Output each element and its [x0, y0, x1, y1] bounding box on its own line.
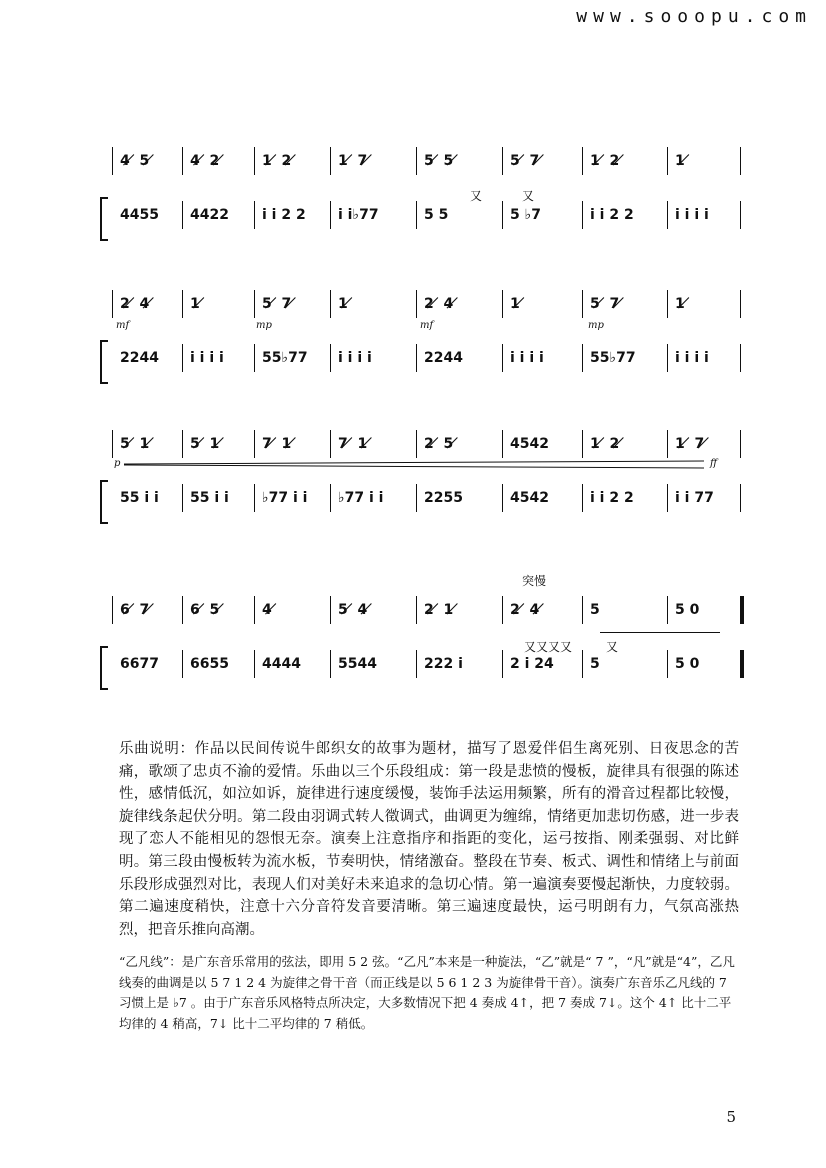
barline — [582, 650, 583, 678]
barline — [582, 290, 583, 318]
measure-notes: 55 i i — [190, 490, 229, 506]
crescendo-hairpin — [124, 464, 704, 468]
barline — [330, 430, 331, 458]
measure-notes: 2255 — [424, 490, 463, 506]
system-bracket — [100, 197, 108, 241]
measure-notes: i i i i — [675, 350, 709, 366]
melody-staff — [112, 596, 740, 624]
dynamic-marking: p — [114, 458, 121, 469]
barline — [416, 201, 417, 229]
barline — [254, 484, 255, 512]
measure-notes: 5 5 — [424, 207, 449, 223]
measure-notes: 4542 — [510, 490, 549, 506]
measure-notes: 4542 — [510, 436, 549, 452]
barline — [182, 596, 183, 624]
barline — [112, 147, 113, 175]
barline — [330, 596, 331, 624]
barline — [254, 650, 255, 678]
barline — [667, 650, 668, 678]
crescendo-hairpin — [124, 460, 704, 464]
barline — [740, 650, 744, 678]
measure-notes: 6677 — [120, 656, 159, 672]
barline — [254, 201, 255, 229]
measure-notes: i i i i — [190, 350, 224, 366]
barline — [740, 201, 741, 229]
measure-notes: i i i i — [338, 350, 372, 366]
accompaniment-staff — [112, 484, 740, 512]
barline — [740, 344, 741, 372]
barline — [112, 290, 113, 318]
measure-notes: i i 2 2 — [590, 207, 634, 223]
barline — [182, 484, 183, 512]
measure-notes: 2 ̸ 4 ̸ — [510, 602, 545, 618]
measure-notes: 5 ̸ 1 ̸ — [190, 436, 225, 452]
barline — [582, 596, 583, 624]
measure-notes: 4422 — [190, 207, 229, 223]
measure-notes: i i i i — [510, 350, 544, 366]
measure-notes: ♭77 i i — [338, 490, 384, 506]
barline — [740, 484, 741, 512]
measure-notes: 4 ̸ 5 ̸ — [120, 153, 155, 169]
barline — [330, 650, 331, 678]
barline — [582, 147, 583, 175]
dynamic-marking: mf — [420, 320, 434, 331]
barline — [502, 430, 503, 458]
barline — [182, 430, 183, 458]
measure-notes: i i 2 2 — [590, 490, 634, 506]
accompaniment-staff — [112, 344, 740, 372]
score-system — [100, 288, 740, 398]
measure-notes: 1 ̸ 7 ̸ — [675, 436, 710, 452]
accompaniment-staff — [112, 650, 740, 678]
measure-notes: 6 ̸ 7 ̸ — [120, 602, 155, 618]
measure-notes: 1 ̸ 2 ̸ — [590, 436, 625, 452]
barline — [182, 650, 183, 678]
barline — [582, 484, 583, 512]
measure-notes: 2 i 24 — [510, 656, 554, 672]
measure-notes: 1 ̸ 7 ̸ — [338, 153, 373, 169]
barline — [502, 650, 503, 678]
measure-notes: 2 ̸ 5 ̸ — [424, 436, 459, 452]
barline — [667, 430, 668, 458]
barline — [182, 290, 183, 318]
dynamic-marking: mf — [116, 320, 130, 331]
barline — [254, 430, 255, 458]
barline — [254, 290, 255, 318]
barline — [582, 201, 583, 229]
barline — [330, 344, 331, 372]
measure-notes: 4444 — [262, 656, 301, 672]
barline — [182, 201, 183, 229]
score-system — [100, 574, 740, 704]
measure-notes: 222 i — [424, 656, 463, 672]
dynamic-marking: mp — [588, 320, 604, 331]
barline — [740, 430, 741, 458]
barline — [502, 290, 503, 318]
site-watermark: www.sooopu.com — [576, 6, 812, 27]
measure-notes: 1 ̸ — [510, 296, 525, 312]
barline — [740, 147, 741, 175]
barline — [667, 344, 668, 372]
system-bracket — [100, 340, 108, 384]
measure-notes: 6 ̸ 5 ̸ — [190, 602, 225, 618]
measure-notes: 55 i i — [120, 490, 159, 506]
barline — [502, 147, 503, 175]
measure-notes: 5 ̸ 7 ̸ — [590, 296, 625, 312]
measure-notes: 5 ̸ 7 ̸ — [262, 296, 297, 312]
barline — [416, 430, 417, 458]
measure-notes: 55♭77 — [590, 350, 636, 366]
measure-notes: ♭77 i i — [262, 490, 308, 506]
barline — [254, 344, 255, 372]
barline — [330, 147, 331, 175]
barline — [667, 596, 668, 624]
ornament-mark: 突慢 — [522, 574, 547, 588]
measure-notes: 5 ̸ 5 ̸ — [424, 153, 459, 169]
measure-notes: 2 ̸ 4 ̸ — [424, 296, 459, 312]
measure-notes: 1 ̸ — [675, 153, 690, 169]
barline — [667, 147, 668, 175]
measure-notes: 55♭77 — [262, 350, 308, 366]
measure-notes: 5 ̸ 1 ̸ — [120, 436, 155, 452]
measure-notes: i i 2 2 — [262, 207, 306, 223]
measure-notes: 5 ̸ 4 ̸ — [338, 602, 373, 618]
measure-notes: 1 ̸ — [190, 296, 205, 312]
barline — [330, 484, 331, 512]
barline — [502, 596, 503, 624]
system-bracket — [100, 646, 108, 690]
barline — [416, 650, 417, 678]
ornament-mark: 又 — [606, 640, 619, 654]
barline — [667, 484, 668, 512]
measure-notes: 5 ̸ 7 ̸ — [510, 153, 545, 169]
system-bracket — [100, 480, 108, 524]
dynamic-marking: ff — [710, 458, 718, 469]
barline — [112, 430, 113, 458]
score-system — [100, 145, 740, 255]
measure-notes: 5 — [590, 602, 600, 618]
melody-staff — [112, 290, 740, 318]
barline — [502, 344, 503, 372]
barline — [254, 147, 255, 175]
barline — [416, 484, 417, 512]
measure-notes: 2 ̸ 4 ̸ — [120, 296, 155, 312]
accompaniment-staff — [112, 201, 740, 229]
measure-notes: i i♭77 — [338, 207, 379, 223]
barline — [416, 596, 417, 624]
ornament-mark: 又又又又 — [524, 640, 573, 654]
melody-staff — [112, 147, 740, 175]
measure-notes: 4 ̸ 2 ̸ — [190, 153, 225, 169]
barline — [740, 290, 741, 318]
barline — [667, 201, 668, 229]
measure-notes: 7 ̸ 1 ̸ — [338, 436, 373, 452]
barline — [416, 290, 417, 318]
measure-notes: 2244 — [120, 350, 159, 366]
barline — [330, 290, 331, 318]
measure-notes: 1 ̸ — [675, 296, 690, 312]
page-number: 5 — [726, 1108, 736, 1126]
barline — [502, 484, 503, 512]
melody-staff — [112, 430, 740, 458]
barline — [416, 147, 417, 175]
measure-notes: 5544 — [338, 656, 377, 672]
measure-notes: 1 ̸ — [338, 296, 353, 312]
barline — [667, 290, 668, 318]
ornament-mark: 又 — [522, 189, 535, 203]
measure-notes: 5 0 — [675, 602, 700, 618]
barline — [112, 596, 113, 624]
measure-notes: 6655 — [190, 656, 229, 672]
barline — [416, 344, 417, 372]
barline — [254, 596, 255, 624]
barline — [502, 201, 503, 229]
measure-notes: 1 ̸ 2 ̸ — [262, 153, 297, 169]
measure-notes: 5 0 — [675, 656, 700, 672]
measure-notes: 1 ̸ 2 ̸ — [590, 153, 625, 169]
measure-notes: 5 ♭7 — [510, 207, 541, 223]
ornament-mark: 又 — [470, 189, 483, 203]
measure-notes: 5 — [590, 656, 600, 672]
barline — [582, 344, 583, 372]
barline — [740, 596, 744, 624]
music-description: 乐曲说明：作品以民间传说牛郎织女的故事为题材，描写了恩爱伴侣生离死别、日夜思念的苦痛，歌颂了忠贞不渝的爱情。乐曲以三个乐段组成：第一段是悲愤的慢板，旋律具有很强的陈述性，感情低沉，如泣如诉，旋律进行速度缓慢，装饰手法运用频繁，所有的滑音过程都比较慢，旋律线条起伏分明。第二段由羽调式转人徵调式，曲调更为缠绵，情绪更加悲切伤感，进一步表现了恋人不能相见的怨恨无奈。演奏上注意指序和指距的变化，运弓按指、刚柔强弱、对比鲜明。第三段由慢板转为流水板，节奏明快，情绪激奋。整段在节奏、板式、调性和情绪上与前面乐段形成强烈对比，表现人们对美好未来追求的急切心情。第一遍演奏要慢起渐快，力度较弱。第二遍速度稍快，注意十六分音符发音要清晰。第三遍速度最快，运弓明朗有力，气氛高涨热烈，把音乐推向高潮。 — [119, 741, 739, 938]
barline — [582, 430, 583, 458]
barline — [330, 201, 331, 229]
measure-notes: 2244 — [424, 350, 463, 366]
measure-notes: i i 77 — [675, 490, 714, 506]
yifan-string-note: “乙凡线”：是广东音乐常用的弦法，即用 5 2 弦。“乙凡”本来是一种旋法，“乙”就是“ 7 ”，“凡”就是“4”，乙凡线奏的曲调是以 5 7 1 2 4 为旋律之骨干音（而正线是以 5 6 1 2 3 为旋律骨干音）。演奏广东音乐乙凡线的 7 习惯上是 ♭7 。由于广东音乐风格特点所决定，大多数情况下把 4 奏成 4↑，把 7 奏成 7↓。这个 4↑ 比十二平均律的 4 稍高，7↓ 比十二平均律的 7 稍低。 — [119, 954, 735, 1031]
decrescendo-hairpin — [600, 632, 720, 633]
measure-notes: i i i i — [675, 207, 709, 223]
measure-notes: 7 ̸ 1 ̸ — [262, 436, 297, 452]
measure-notes: 4 ̸ — [262, 602, 277, 618]
barline — [182, 344, 183, 372]
measure-notes: 4455 — [120, 207, 159, 223]
score-system — [100, 428, 740, 538]
dynamic-marking: mp — [256, 320, 272, 331]
barline — [182, 147, 183, 175]
measure-notes: 2 ̸ 1 ̸ — [424, 602, 459, 618]
